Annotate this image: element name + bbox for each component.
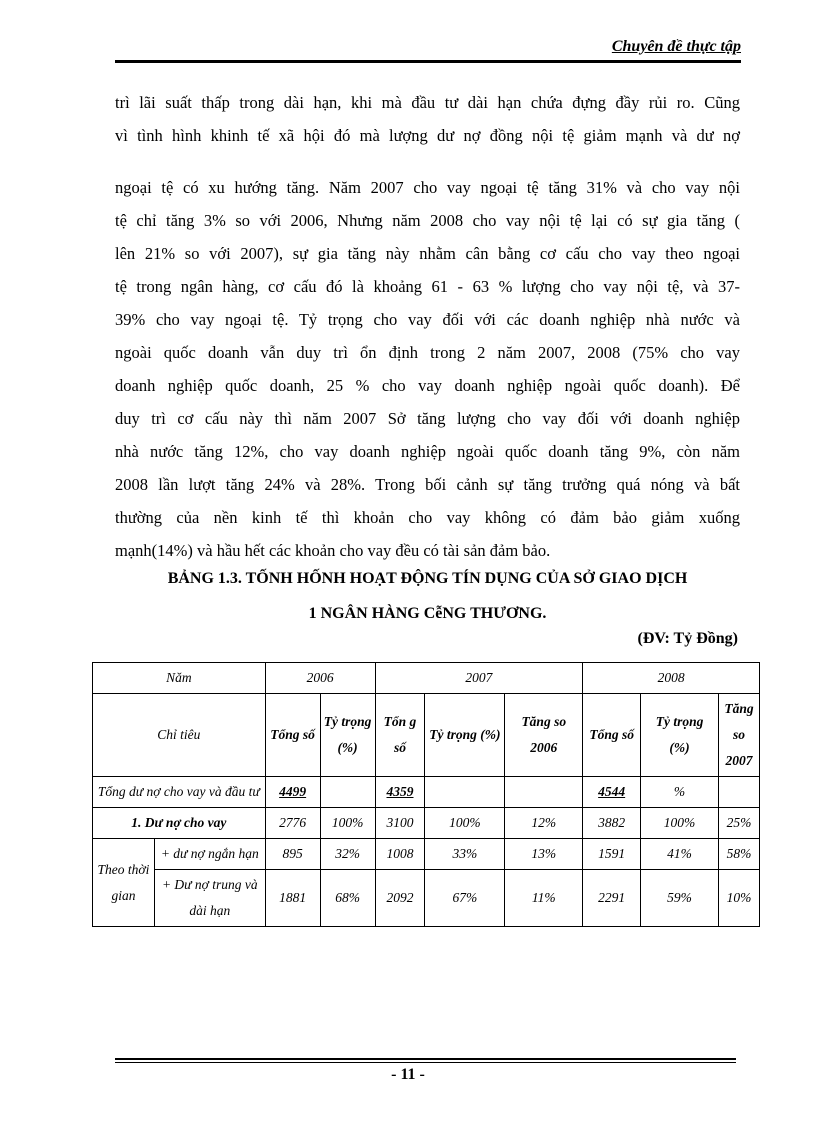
cell	[320, 777, 375, 808]
cell: 13%	[505, 839, 583, 870]
cell: 32%	[320, 839, 375, 870]
year-header-row	[93, 663, 760, 694]
col-total-2006: Tổng số	[265, 694, 320, 777]
cell	[425, 777, 505, 808]
cell: 68%	[320, 870, 375, 927]
unit-label: (ĐV: Tỷ Đồng)	[637, 630, 738, 647]
table-row	[93, 808, 760, 839]
credit-activity-table	[92, 662, 760, 927]
paragraph-1	[115, 86, 740, 152]
row-label: + dư nợ ngắn hạn	[154, 839, 265, 870]
cell: 67%	[425, 870, 505, 927]
col-growth-2007: Tăng so 2006	[505, 694, 583, 777]
cell: 4544	[583, 777, 641, 808]
cell: 895	[265, 839, 320, 870]
cell: 59%	[641, 870, 719, 927]
cell: 1008	[375, 839, 425, 870]
col-share-2006: Tỷ trọng (%)	[320, 694, 375, 777]
page-number: - 11 -	[391, 1066, 425, 1083]
col-share-2008: Tỷ trọng (%)	[641, 694, 719, 777]
cell: 4499	[265, 777, 320, 808]
header-rule	[115, 60, 741, 63]
year-2008: 2008	[583, 663, 760, 694]
cell: 12%	[505, 808, 583, 839]
criteria-label: Chỉ tiêu	[93, 694, 266, 777]
cell	[505, 777, 583, 808]
text-line: 2008 lần lượt tăng 24% và 28%. Trong bối cảnh sự tăng trưởng quá nóng và bất	[115, 475, 740, 494]
cell: 2291	[583, 870, 641, 927]
cell: 100%	[320, 808, 375, 839]
table-row	[93, 839, 760, 870]
text-line: thường của nền kinh tế thì khoản cho vay không có đảm bảo giảm xuống	[115, 508, 740, 527]
cell: 100%	[425, 808, 505, 839]
footer-rule	[115, 1062, 736, 1063]
col-total-2008: Tổng số	[583, 694, 641, 777]
cell: 58%	[718, 839, 759, 870]
cell: 2776	[265, 808, 320, 839]
col-growth-2008: Tăng so 2007	[718, 694, 759, 777]
cell: 2092	[375, 870, 425, 927]
page-header-title: Chuyên đề thực tập	[611, 38, 741, 55]
col-share-2007: Tỷ trọng (%)	[425, 694, 505, 777]
table-row	[93, 870, 760, 927]
text-line: tệ trong ngân hàng, cơ cấu đó là khoảng 61 - 63 % lượng cho vay nội tệ, và 37-	[115, 277, 740, 296]
cell: 3100	[375, 808, 425, 839]
text-line: duy trì cơ cấu này thì năm 2007 Sở tăng lượng cho vay đối với doanh nghiệp	[115, 409, 740, 428]
cell: 1591	[583, 839, 641, 870]
cell: 1881	[265, 870, 320, 927]
cell: 11%	[505, 870, 583, 927]
text-line: ngoại tệ có xu hướng tăng. Năm 2007 cho vay ngoại tệ tăng 31% và cho vay nội	[115, 178, 740, 197]
text-line: vì tình hình khinh tế xã hội đó mà lượng dư nợ đồng nội tệ giảm mạnh và dư nợ	[115, 126, 740, 145]
cell: 100%	[641, 808, 719, 839]
text-line: tệ chỉ tăng 3% so với 2006, Nhưng năm 2008 cho vay nội tệ lại có sự gia tăng (	[115, 211, 740, 230]
text-line: 39% cho vay ngoại tệ. Tỷ trọng cho vay đối với các doanh nghiệp nhà nước và	[115, 310, 740, 329]
row-label: Tổng dư nợ cho vay và đầu tư	[93, 777, 266, 808]
row-label: 1. Dư nợ cho vay	[93, 808, 266, 839]
table-title-line-1: BẢNG 1.3. TỐNH HỐNH HOẠT ĐỘNG TÍN DỤNG CỦA SỞ GIAO DỊCH	[167, 570, 688, 587]
text-line: doanh nghiệp quốc doanh, 25 % cho vay doanh nghiệp ngoài quốc doanh). Để	[115, 376, 740, 395]
text-line: lên 21% so với 2007), sự gia tăng này nhằm cân bằng cơ cấu cho vay theo ngoại	[115, 244, 740, 263]
cell: 25%	[718, 808, 759, 839]
cell: 4359	[375, 777, 425, 808]
col-total-2007: Tổn g số	[375, 694, 425, 777]
year-2007: 2007	[375, 663, 583, 694]
text-line: nhà nước tăng 12%, cho vay doanh nghiệp ngoài quốc doanh tăng 9%, còn năm	[115, 442, 740, 461]
text-line: mạnh(14%) và hầu hết các khoản cho vay đều có tài sản đảm bảo.	[115, 541, 551, 560]
table-row	[93, 777, 760, 808]
cell: 3882	[583, 808, 641, 839]
text-line: trì lãi suất thấp trong dài hạn, khi mà đầu tư dài hạn chứa đựng đầy rủi ro. Cũng	[115, 93, 740, 112]
cell: 41%	[641, 839, 719, 870]
cell: %	[641, 777, 719, 808]
cell: 10%	[718, 870, 759, 927]
footer-rule	[115, 1058, 736, 1060]
year-label: Năm	[93, 663, 266, 694]
cell	[718, 777, 759, 808]
table-title-line-2: 1 NGÂN HÀNG CễNG THƯƠNG.	[308, 605, 547, 622]
column-header-row	[93, 694, 760, 777]
cell: 33%	[425, 839, 505, 870]
year-2006: 2006	[265, 663, 375, 694]
group-label: Theo thời gian	[93, 839, 155, 927]
row-label: + Dư nợ trung và dài hạn	[154, 870, 265, 927]
paragraph-2	[115, 171, 740, 567]
text-line: ngoài quốc doanh vẫn duy trì ổn định trong 2 năm 2007, 2008 (75% cho vay	[115, 343, 740, 362]
